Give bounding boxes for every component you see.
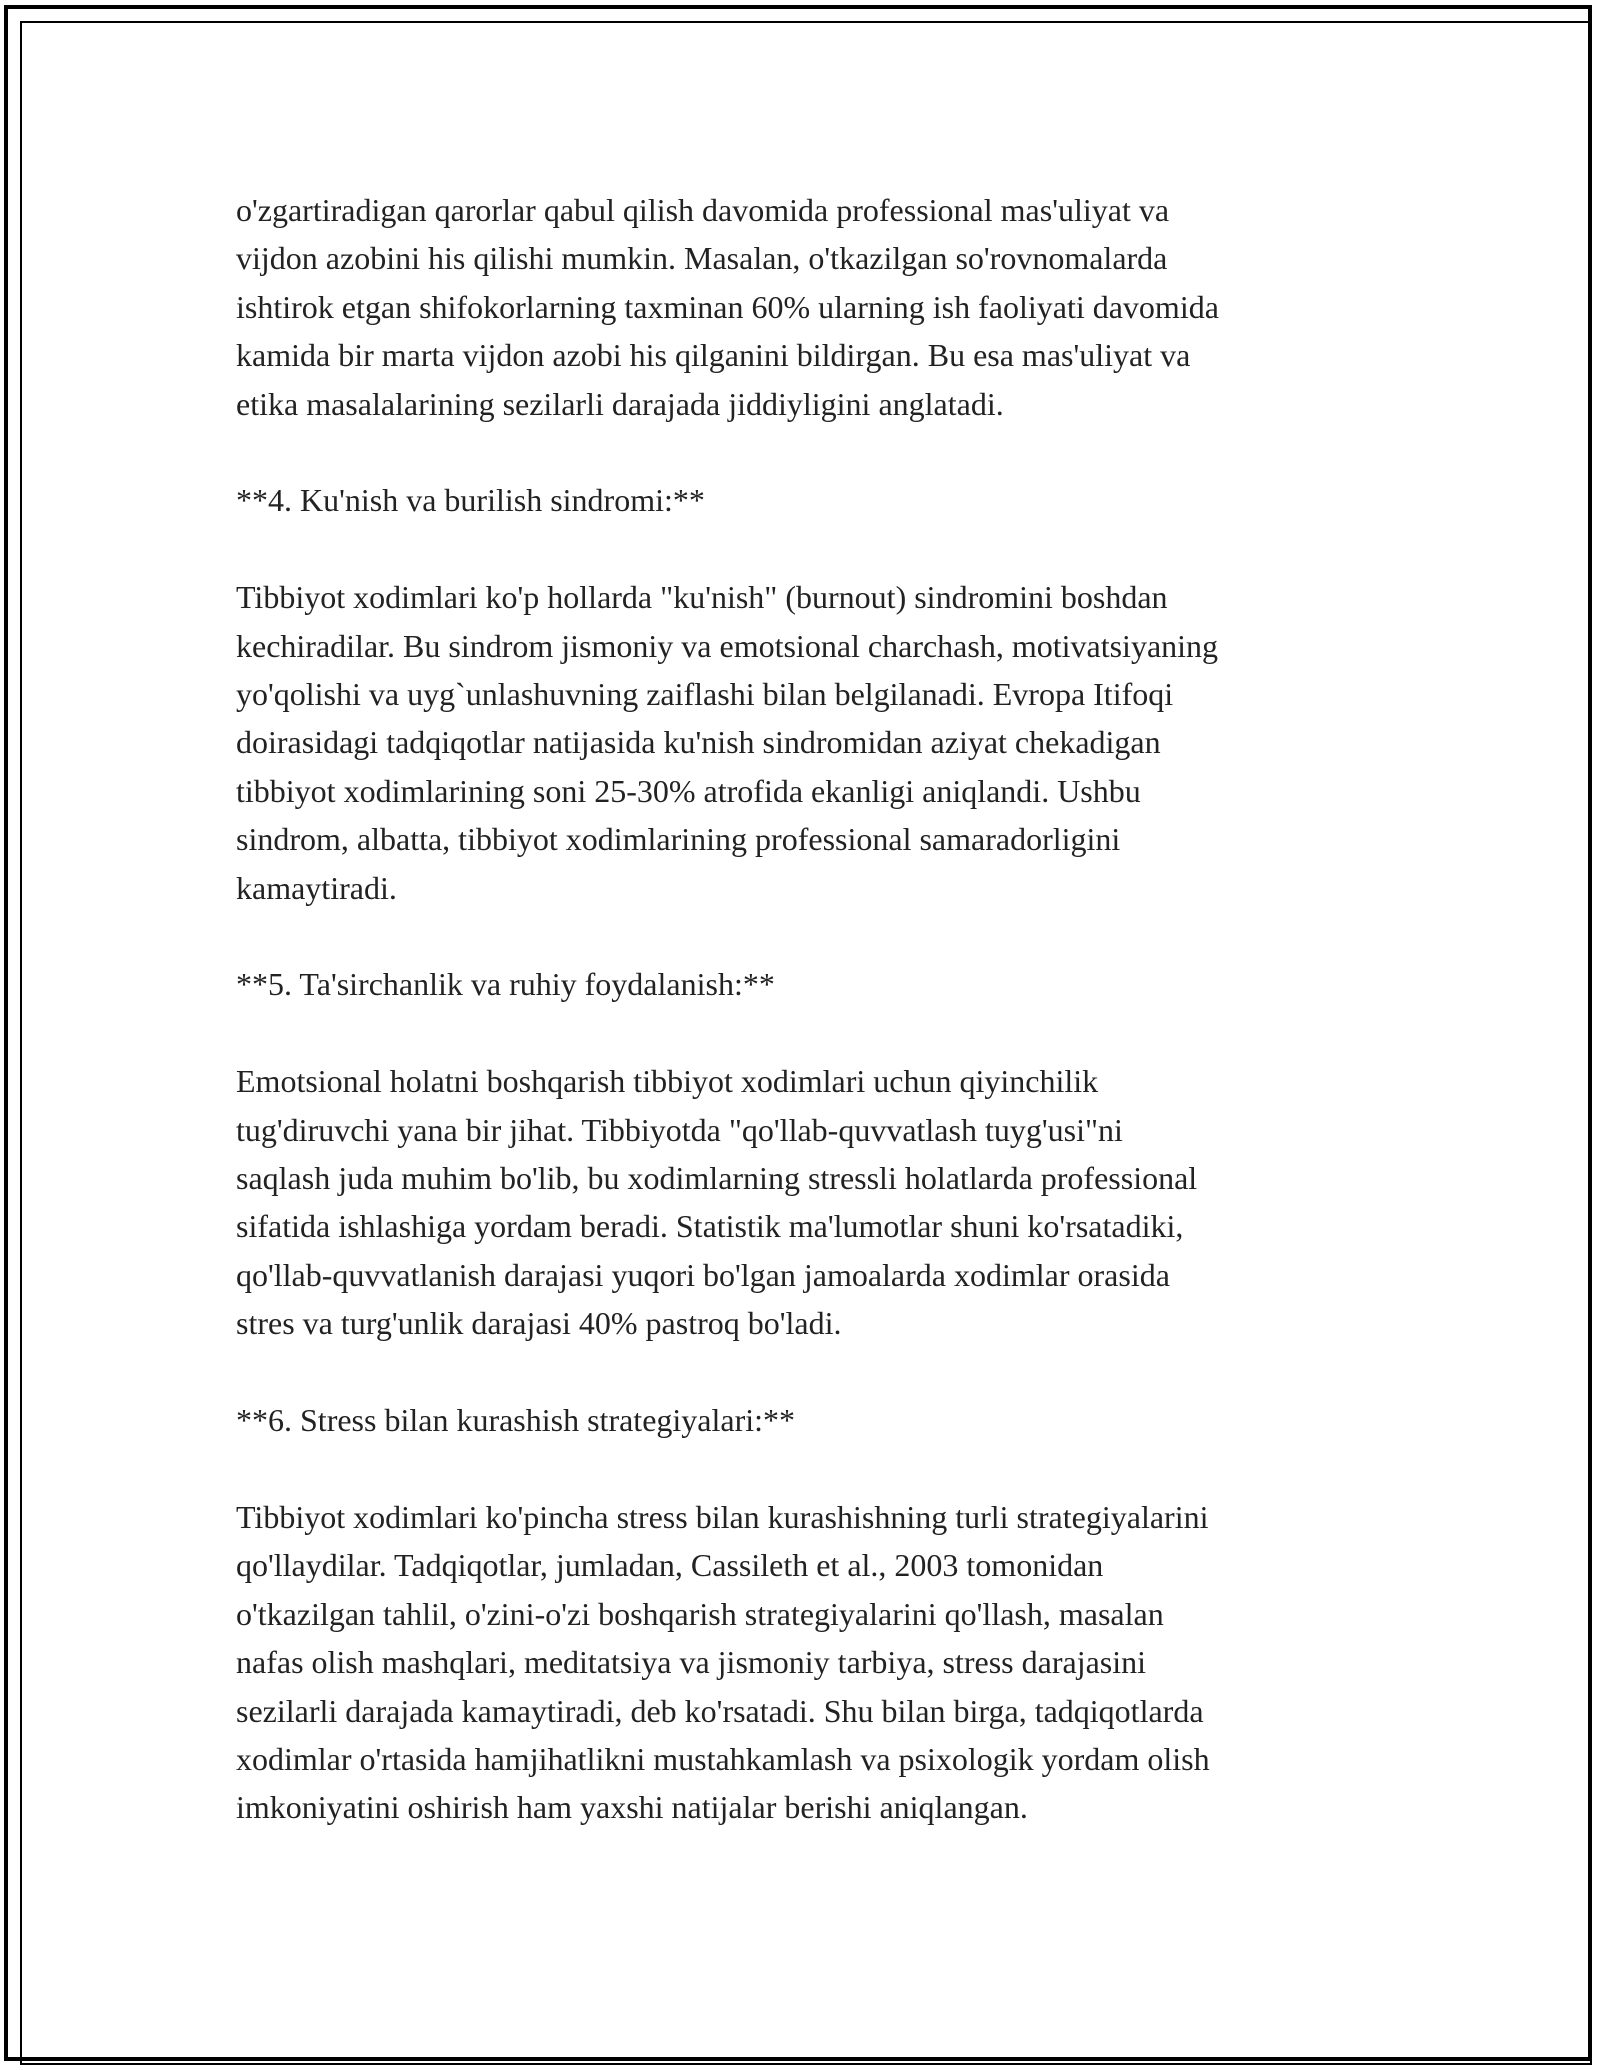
section-heading-4: **4. Ku'nish va burilish sindromi:** [236,482,705,519]
section-heading-5: **5. Ta'sirchanlik va ruhiy foydalanish:** [236,966,775,1003]
paragraph-spacer [236,1348,1386,1396]
section-heading-6: **6. Stress bilan kurashish strategiyalari:** [236,1402,796,1439]
paragraph-spacer [236,525,1386,573]
paragraph-coping-strategies: Tibbiyot xodimlari ko'pincha stress bilan kurashishning turli strategiyalarini qo'llaydilar. Tadqiqotlar, jumladan, Cassileth et al., 2003 tomonidan o'tkazilgan tahlil, o'zini-o'zi boshqarish strategiyalarini qo'llash, masalan nafas olish mashqlari, meditatsiya va jismoniy tarbiya, stress darajasini sezilarli darajada kamaytiradi, deb ko'rsatadi. Shu bilan birga, tadqiqotlarda xodimlar o'rtasida hamjihatlikni mustahkamlash va psixologik yordam olish imkoniyatini oshirish ham yaxshi natijalar berishi aniqlangan. [236,1498,1210,1826]
paragraph-spacer [236,428,1386,476]
paragraph-spacer [236,912,1386,960]
document-body [236,186,1386,1832]
paragraph-burnout: Tibbiyot xodimlari ko'p hollarda "ku'nish" (burnout) sindromini boshdan kechiradilar. Bu sindrom jismoniy va emotsional charchash, motivatsiyaning yo'qolishi va uyg`unlashuvning zaiflashi bilan belgilanadi. Evropa Itifoqi doirasidagi tadqiqotlar natijasida ku'nish sindromidan aziyat chekadigan tibbiyot xodimlarining soni 25-30% atrofida ekanligi aniqlandi. Ushbu sindrom, albatta, tibbiyot xodimlarining professional samaradorligini kamaytiradi. [236,579,1219,906]
paragraph-spacer [236,1444,1386,1492]
paragraph-emotional-state: Emotsional holatni boshqarish tibbiyot xodimlari uchun qiyinchilik tug'diruvchi yana bir jihat. Tibbiyotda "qo'llab-quvvatlash tuyg'usi"ni saqlash juda muhim bo'lib, bu xodimlarning stressli holatlarda professional sifatida ishlashiga yordam beradi. Statistik ma'lumotlar shuni ko'rsatadiki, qo'llab-quvvatlanish darajasi yuqori bo'lgan jamoalarda xodimlar orasida stres va turg'unlik darajasi 40% pastroq bo'ladi. [236,1063,1198,1342]
paragraph-intro-continuation: o'zgartiradigan qarorlar qabul qilish davomida professional mas'uliyat va vijdon azobini his qilishi mumkin. Masalan, o'tkazilgan so'rovnomalarda ishtirok etgan shifokorlarning taxminan 60% ularning ish faoliyati davomida kamida bir marta vijdon azobi his qilganini bildirgan. Bu esa mas'uliyat va etika masalalarining sezilarli darajada jiddiyligini anglatadi. [236,192,1219,422]
paragraph-spacer [236,1009,1386,1057]
